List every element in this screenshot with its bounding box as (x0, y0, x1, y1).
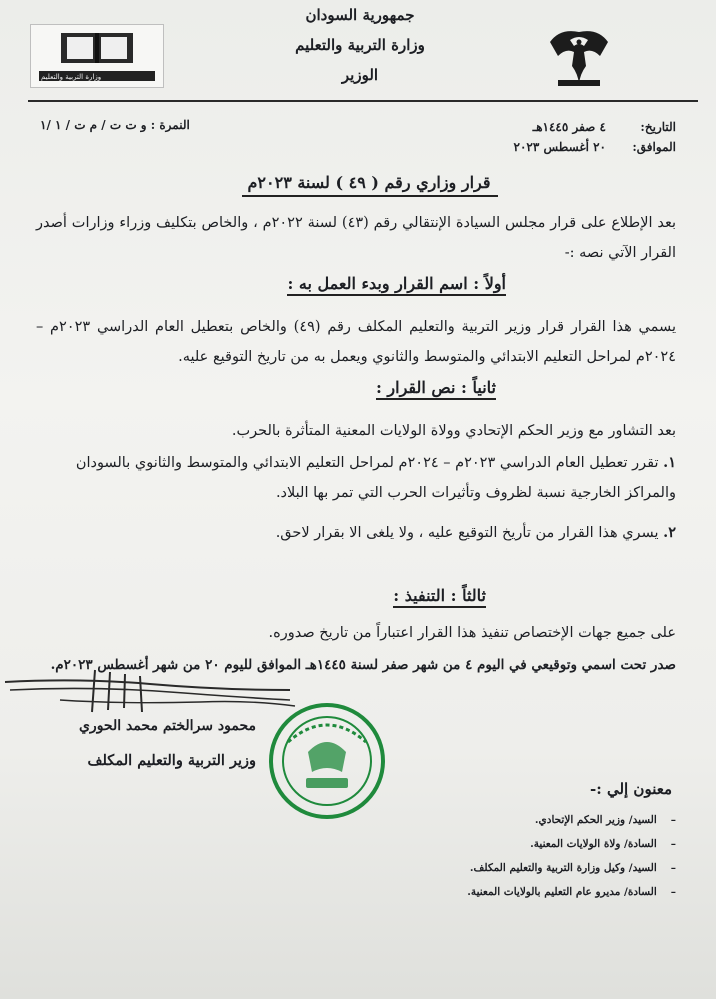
section3-body: على جميع جهات الإختصاص تنفيذ هذا القرار اعتباراً من تاريخ صدوره. (268, 625, 676, 641)
section2-body: بعد التشاور مع وزير الحكم الإتحادي وولاة الولايات المعنية المتأثرة بالحرب. (231, 423, 676, 439)
signatory-title: وزير التربية والتعليم المكلف (87, 752, 256, 769)
section1-body: يسمي هذا القرار قرار وزير التربية والتعليم المكلف رقم (٤٩) والخاص بتعطيل العام الدراسي ٢٠٢٣م – ٢٠٢٤م لمراحل التعليم الابتدائي والمتوسط والثانوي ويعمل به من تاريخ التوقيع عليه. (36, 319, 676, 365)
ministry-logo (30, 24, 164, 88)
ministry-heading: وزارة التربية والتعليم (295, 36, 425, 54)
section2-heading: ثانياً : نص القرار : (296, 378, 496, 397)
office-heading: الوزير (341, 66, 379, 84)
section3-heading: ثالثاً : التنفيذ : (326, 586, 486, 605)
distribution-item: –السيد/ وزير الحكم الإتحادي. (534, 814, 676, 826)
date-gregorian: ٢٠ أغسطس ٢٠٢٣ (513, 140, 606, 154)
section1-heading: أولاً : اسم القرار وبدء العمل به : (206, 274, 506, 293)
logo-caption: وزارة التربية والتعليم (41, 73, 102, 81)
title-underline (242, 195, 498, 197)
issued-statement: صدر تحت اسمي وتوقيعي في اليوم ٤ من شهر صفر لسنة ١٤٤٥هـ الموافق لليوم ٢٠ من شهر أغسطس ٢٠٢٣م. (50, 657, 676, 673)
decree-title: قرار وزاري رقم ( ٤٩ ) لسنة ٢٠٢٣م (247, 173, 491, 192)
decree-item-2: ٢. يسري هذا القرار من تأريخ التوقيع عليه ، ولا يلغى الا بقرار لاحق. (275, 524, 676, 541)
distribution-item: –السيد/ وكيل وزارة التربية والتعليم المكلف. (469, 862, 676, 874)
corresponding-label: الموافق: (632, 140, 676, 154)
signature-scribble-icon (0, 660, 300, 720)
sudan-emblem-icon (540, 22, 618, 92)
header-divider (28, 100, 698, 102)
intro-paragraph: بعد الإطلاع على قرار مجلس السيادة الإنتقالي رقم (٤٣) لسنة ٢٠٢٢م ، والخاص بتكليف وزراء وزارات أصدر القرار الآتي نصه :- (36, 215, 676, 261)
distribution-item: –السادة/ مديرو عام التعليم بالولايات المعنية. (467, 886, 676, 898)
date-label: التاريخ: (640, 120, 676, 134)
date-hijri: ٤ صفر ١٤٤٥هـ (532, 120, 606, 134)
decree-item-1: ١. تقرر تعطيل العام الدراسي ٢٠٢٣م – ٢٠٢٤م لمراحل التعليم الابتدائي والمتوسط والثانوي بالسودان والمراكز الخارجية نسبة لظروف وتأثيرات الحرب التي تمر بها البلاد. (75, 454, 676, 501)
official-stamp-icon (268, 702, 386, 820)
distribution-item: –السادة/ ولاة الولايات المعنية. (530, 838, 676, 850)
signatory-name: محمود سرالختم محمد الحوري (78, 718, 256, 734)
republic-heading: جمهورية السودان (305, 6, 415, 24)
distribution-heading: معنون إلي :- (589, 780, 672, 798)
reference-number: النمرة : و ت ت / م ت / ١ /١ (40, 118, 190, 132)
